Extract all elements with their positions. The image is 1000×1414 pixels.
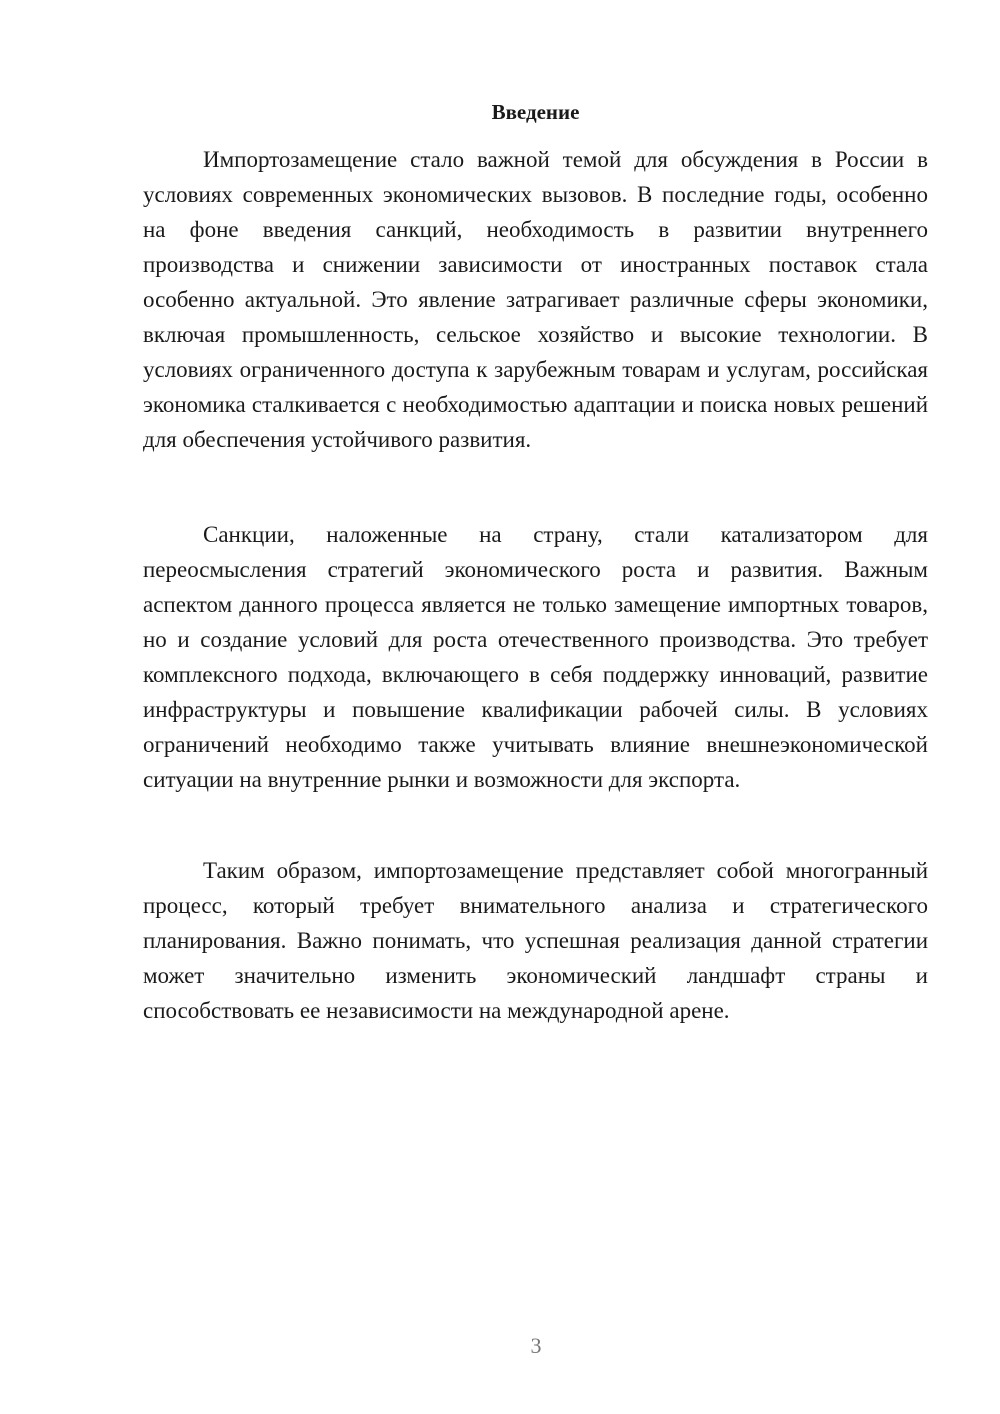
page-number: 3: [530, 1333, 542, 1358]
paragraph-2: Санкции, наложенные на страну, стали катализатором для переосмысления стратегий экономического роста и развития. Важным аспектом данного процесса является не только замещение импортных товаров, но и создание условий для роста отечественного производства. Это требует комплексного подхода, включающего в себя поддержку инноваций, развитие инфраструктуры и повышение квалификации рабочей силы. В условиях ограничений необходимо также учитывать влияние внешнеэкономической ситуации на внутренние рынки и возможности для экспорта.: [143, 522, 928, 792]
section-heading: Введение: [491, 100, 580, 124]
paragraph-1: Импортозамещение стало важной темой для обсуждения в России в условиях современных экономических вызовов. В последние годы, особенно на фоне введения санкций, необходимость в развитии внутреннего производства и снижении зависимости от иностранных поставок стала особенно актуальной. Это явление затрагивает различные сферы экономики, включая промышленность, сельское хозяйство и высокие технологии. В условиях ограниченного доступа к зарубежным товарам и услугам, российская экономика сталкивается с необходимостью адаптации и поиска новых решений для обеспечения устойчивого развития.: [143, 147, 928, 452]
paragraph-3: Таким образом, импортозамещение представляет собой многогранный процесс, который требует внимательного анализа и стратегического планирования. Важно понимать, что успешная реализация данной стратегии может значительно изменить экономический ландшафт страны и способствовать ее независимости на международной арене.: [143, 858, 928, 1023]
